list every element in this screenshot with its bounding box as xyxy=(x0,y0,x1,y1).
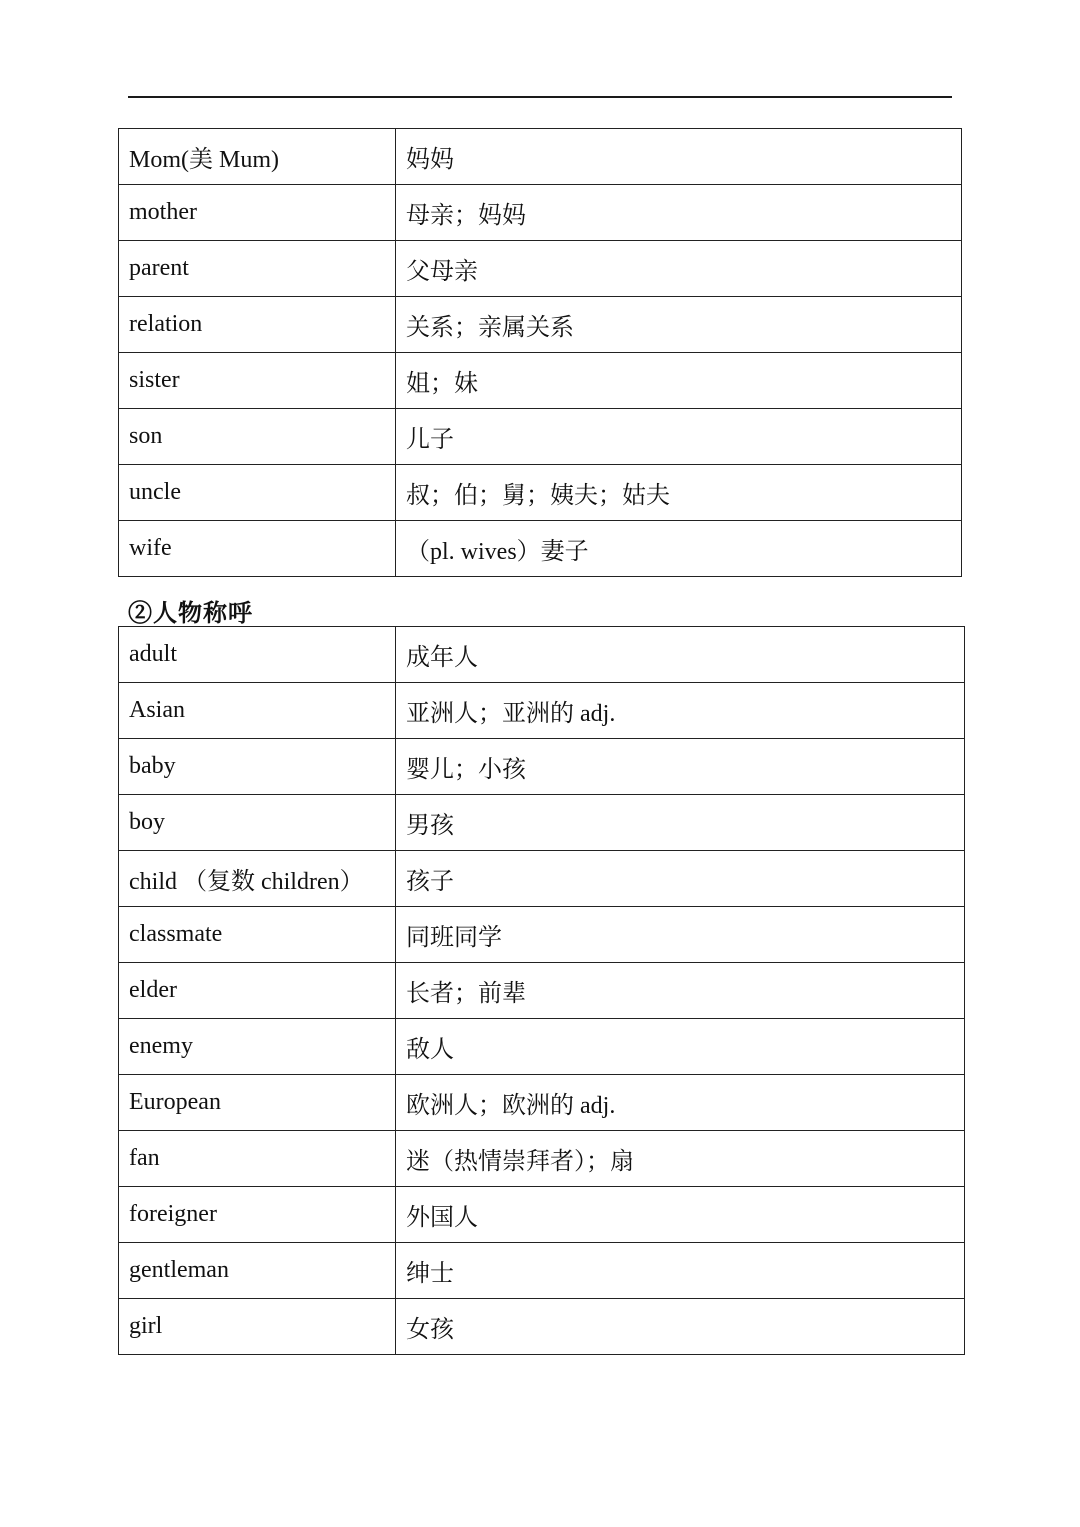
table-row xyxy=(119,1299,965,1355)
meaning-cell: 男孩 xyxy=(396,795,965,851)
word-cell: enemy xyxy=(119,1019,396,1075)
table-row xyxy=(119,963,965,1019)
meaning-cell: 孩子 xyxy=(396,851,965,907)
word-cell: uncle xyxy=(119,465,396,521)
table-row xyxy=(119,627,965,683)
word-cell: Asian xyxy=(119,683,396,739)
header-rule xyxy=(128,96,952,98)
meaning-cell: 成年人 xyxy=(396,627,965,683)
meaning-cell: 姐；妹 xyxy=(396,353,962,409)
meaning-cell: 迷（热情崇拜者）；扇 xyxy=(396,1131,965,1187)
word-cell: Mom(美 Mum) xyxy=(119,129,396,185)
meaning-cell: 儿子 xyxy=(396,409,962,465)
family-vocab-table xyxy=(118,128,962,577)
table-row xyxy=(119,1019,965,1075)
meaning-cell: 母亲；妈妈 xyxy=(396,185,962,241)
table-row xyxy=(119,739,965,795)
word-cell: child （复数 children） xyxy=(119,851,396,907)
word-cell: adult xyxy=(119,627,396,683)
word-cell: relation xyxy=(119,297,396,353)
table-row xyxy=(119,353,962,409)
meaning-cell: 婴儿；小孩 xyxy=(396,739,965,795)
word-cell: gentleman xyxy=(119,1243,396,1299)
table-row xyxy=(119,795,965,851)
meaning-cell: 妈妈 xyxy=(396,129,962,185)
word-cell: wife xyxy=(119,521,396,577)
word-cell: elder xyxy=(119,963,396,1019)
table-row xyxy=(119,1243,965,1299)
meaning-cell: 绅士 xyxy=(396,1243,965,1299)
table-row xyxy=(119,241,962,297)
table-row xyxy=(119,521,962,577)
word-cell: fan xyxy=(119,1131,396,1187)
meaning-cell: 父母亲 xyxy=(396,241,962,297)
table-row xyxy=(119,409,962,465)
meaning-cell: 敌人 xyxy=(396,1019,965,1075)
table-row xyxy=(119,465,962,521)
table-row xyxy=(119,185,962,241)
word-cell: European xyxy=(119,1075,396,1131)
word-cell: baby xyxy=(119,739,396,795)
table-row xyxy=(119,683,965,739)
meaning-cell: （pl. wives）妻子 xyxy=(396,521,962,577)
table-row xyxy=(119,1131,965,1187)
word-cell: son xyxy=(119,409,396,465)
table-row xyxy=(119,851,965,907)
word-cell: foreigner xyxy=(119,1187,396,1243)
section-heading: ②人物称呼 xyxy=(128,601,253,627)
meaning-cell: 女孩 xyxy=(396,1299,965,1355)
word-cell: mother xyxy=(119,185,396,241)
table-row xyxy=(119,1075,965,1131)
table-row xyxy=(119,1187,965,1243)
meaning-cell: 亚洲人；亚洲的 adj. xyxy=(396,683,965,739)
meaning-cell: 长者；前辈 xyxy=(396,963,965,1019)
word-cell: classmate xyxy=(119,907,396,963)
word-cell: girl xyxy=(119,1299,396,1355)
table-row xyxy=(119,297,962,353)
meaning-cell: 外国人 xyxy=(396,1187,965,1243)
meaning-cell: 关系；亲属关系 xyxy=(396,297,962,353)
meaning-cell: 欧洲人；欧洲的 adj. xyxy=(396,1075,965,1131)
people-vocab-table xyxy=(118,626,965,1355)
table-row xyxy=(119,907,965,963)
table-row xyxy=(119,129,962,185)
word-cell: boy xyxy=(119,795,396,851)
word-cell: sister xyxy=(119,353,396,409)
word-cell: parent xyxy=(119,241,396,297)
meaning-cell: 同班同学 xyxy=(396,907,965,963)
meaning-cell: 叔；伯；舅；姨夫；姑夫 xyxy=(396,465,962,521)
